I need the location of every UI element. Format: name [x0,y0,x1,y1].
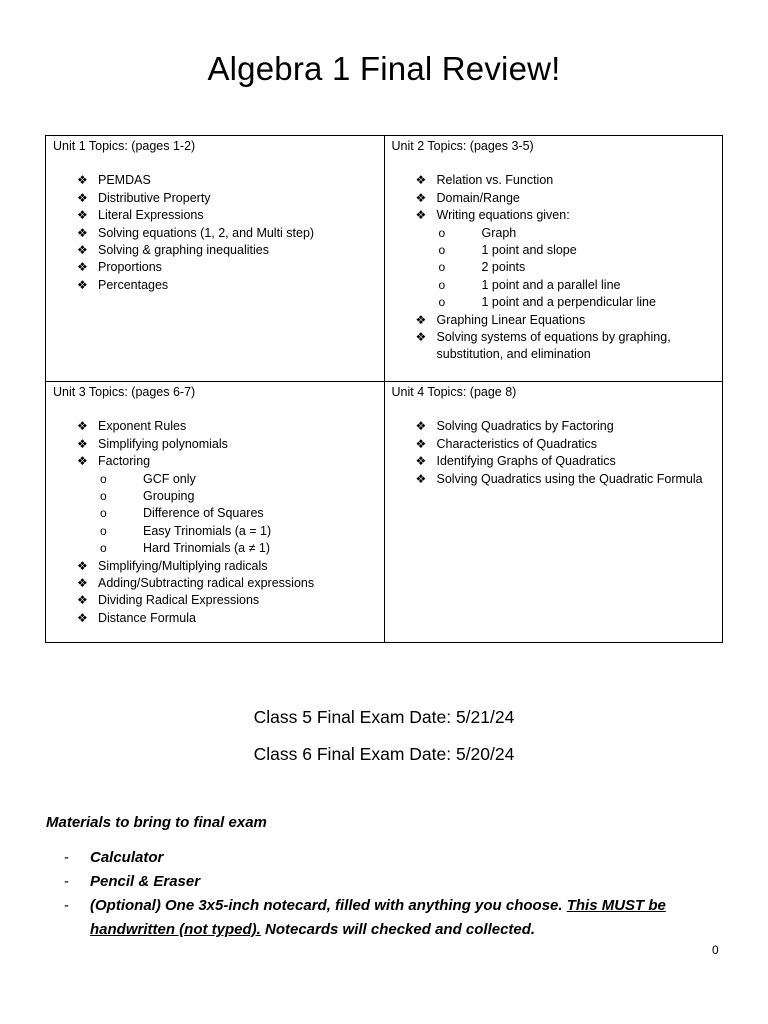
topic-label: Domain/Range [436,190,520,205]
circle-bullet-icon: o [438,243,446,258]
diamond-bullet-icon: ❖ [77,558,88,573]
subtopic-item [437,225,716,242]
diamond-bullet-icon: ❖ [77,277,88,292]
exam-date-class-5: Class 5 Final Exam Date: 5/21/24 [253,707,515,727]
materials-item-text: Pencil & Eraser [90,873,201,890]
subtopic-label: 1 point and a parallel line [481,277,621,292]
diamond-bullet-icon: ❖ [415,454,427,469]
circle-bullet-icon: o [438,277,446,292]
subtopic-item [437,277,716,294]
diamond-bullet-icon: ❖ [415,471,427,486]
diamond-bullet-icon: ❖ [415,436,427,451]
unit-heading: Unit 1 Topics: (pages 1-2) [53,139,196,153]
diamond-bullet-icon: ❖ [415,190,427,205]
subtopic-item [98,505,377,522]
circle-bullet-icon: o [100,489,107,504]
topic-label: Solving equations (1, 2, and Multi step) [98,225,315,240]
materials-list [64,846,704,942]
diamond-bullet-icon: ❖ [77,225,88,240]
topic-item [416,471,716,488]
subtopic-label: 1 point and slope [481,243,577,258]
subtopic-label: GCF only [143,471,196,486]
topic-list [53,172,377,294]
topic-item [77,575,377,592]
subtopic-item [98,540,377,557]
topic-item [77,172,377,189]
diamond-bullet-icon: ❖ [77,419,88,434]
topic-item [416,436,716,453]
topic-label: Relation vs. Function [436,173,554,188]
topic-label: Solving Quadratics by Factoring [436,419,614,434]
diamond-bullet-icon: ❖ [77,576,88,591]
diamond-bullet-icon: ❖ [415,208,427,223]
circle-bullet-icon: o [100,471,107,486]
materials-item-text: Calculator [90,849,164,866]
topic-label: Solving & graphing inequalities [98,243,269,258]
dash-bullet: - [64,849,69,866]
dash-bullet: - [64,897,69,914]
topic-list [392,418,716,488]
topic-item [416,207,716,311]
exam-date-class-6: Class 6 Final Exam Date: 5/20/24 [253,744,515,764]
subtopic-item [437,242,716,259]
topic-item [77,190,377,207]
subtopic-item [437,259,716,276]
diamond-bullet-icon: ❖ [415,419,427,434]
materials-heading: Materials to bring to final exam [46,814,267,831]
topic-label: Proportions [98,260,162,275]
topic-item [416,312,716,329]
diamond-bullet-icon: ❖ [77,260,88,275]
topic-item [77,207,377,224]
topic-label: Simplifying/Multiplying radicals [98,558,268,573]
unit-cell [384,136,723,382]
subtopic-list [437,225,716,312]
subtopic-item [98,488,377,505]
topic-item [77,225,377,242]
page-number: 0 [712,943,719,957]
subtopic-item [437,294,716,311]
materials-item [64,870,704,894]
unit-cell [46,382,385,643]
topic-item [77,592,377,609]
circle-bullet-icon: o [100,506,107,521]
topic-label: Distance Formula [98,610,196,625]
unit-heading: Unit 3 Topics: (pages 6-7) [53,385,196,399]
circle-bullet-icon: o [438,295,446,310]
unit-heading: Unit 2 Topics: (pages 3-5) [391,139,534,153]
topic-label: Dividing Radical Expressions [98,593,260,608]
topic-list [53,418,377,627]
page-title: Algebra 1 Final Review! [207,50,561,87]
diamond-bullet-icon: ❖ [77,190,88,205]
topic-item [416,190,716,207]
topic-label: Graphing Linear Equations [436,312,586,327]
subtopic-item [98,523,377,540]
diamond-bullet-icon: ❖ [77,593,88,608]
topic-label: Solving systems of equations by graphing, substitution, and elimination [436,330,671,362]
diamond-bullet-icon: ❖ [415,312,427,327]
diamond-bullet-icon: ❖ [77,436,88,451]
topic-item [77,259,377,276]
diamond-bullet-icon: ❖ [77,208,88,223]
topic-label: Exponent Rules [98,419,187,434]
topic-label: Literal Expressions [98,208,204,223]
topic-label: Percentages [98,277,169,292]
unit-cell [46,136,385,382]
subtopic-label: Grouping [143,489,195,504]
materials-item-text: (Optional) One 3x5-inch notecard, filled with anything you choose. [90,897,567,914]
topic-list [392,172,716,363]
diamond-bullet-icon: ❖ [77,454,88,469]
topic-label: Writing equations given: [436,208,570,223]
topic-item [77,277,377,294]
topic-label: Characteristics of Quadratics [436,436,597,451]
subtopic-label: Difference of Squares [143,506,264,521]
topic-item [77,436,377,453]
topic-item [416,172,716,189]
diamond-bullet-icon: ❖ [415,330,427,345]
subtopic-list [98,471,377,558]
materials-item-trailing: Notecards will checked and collected. [260,921,536,938]
topic-item [416,418,716,435]
topic-label: Distributive Property [98,190,211,205]
topic-item [77,418,377,435]
topic-label: Adding/Subtracting radical expressions [98,576,315,591]
diamond-bullet-icon: ❖ [415,173,427,188]
subtopic-label: Hard Trinomials (a ≠ 1) [143,541,271,556]
topic-label: Solving Quadratics using the Quadratic Formula [436,471,703,486]
diamond-bullet-icon: ❖ [77,610,88,625]
subtopic-label: 2 points [481,260,526,275]
topic-item [416,329,716,364]
materials-item-emphasis: This MUST be handwritten (not typed). [90,897,666,938]
circle-bullet-icon: o [438,260,446,275]
subtopic-label: 1 point and a perpendicular line [481,295,656,310]
materials-item [64,846,704,870]
unit-heading: Unit 4 Topics: (page 8) [391,385,517,399]
subtopic-item [98,471,377,488]
topic-item [77,242,377,259]
diamond-bullet-icon: ❖ [77,173,88,188]
topic-item [416,453,716,470]
unit-topics-table [45,135,723,643]
circle-bullet-icon: o [100,541,107,556]
topic-label: Simplifying polynomials [98,436,228,451]
subtopic-label: Graph [481,225,517,240]
topic-item [77,453,377,557]
materials-item [64,894,704,942]
topic-item [77,610,377,627]
topic-item [77,558,377,575]
circle-bullet-icon: o [438,225,446,240]
topic-label: Identifying Graphs of Quadratics [436,454,616,469]
circle-bullet-icon: o [100,523,107,538]
dash-bullet: - [64,873,69,890]
diamond-bullet-icon: ❖ [77,243,88,258]
topic-label: PEMDAS [98,173,151,188]
unit-cell [384,382,723,643]
subtopic-label: Easy Trinomials (a = 1) [143,523,272,538]
topic-label: Factoring [98,454,151,469]
